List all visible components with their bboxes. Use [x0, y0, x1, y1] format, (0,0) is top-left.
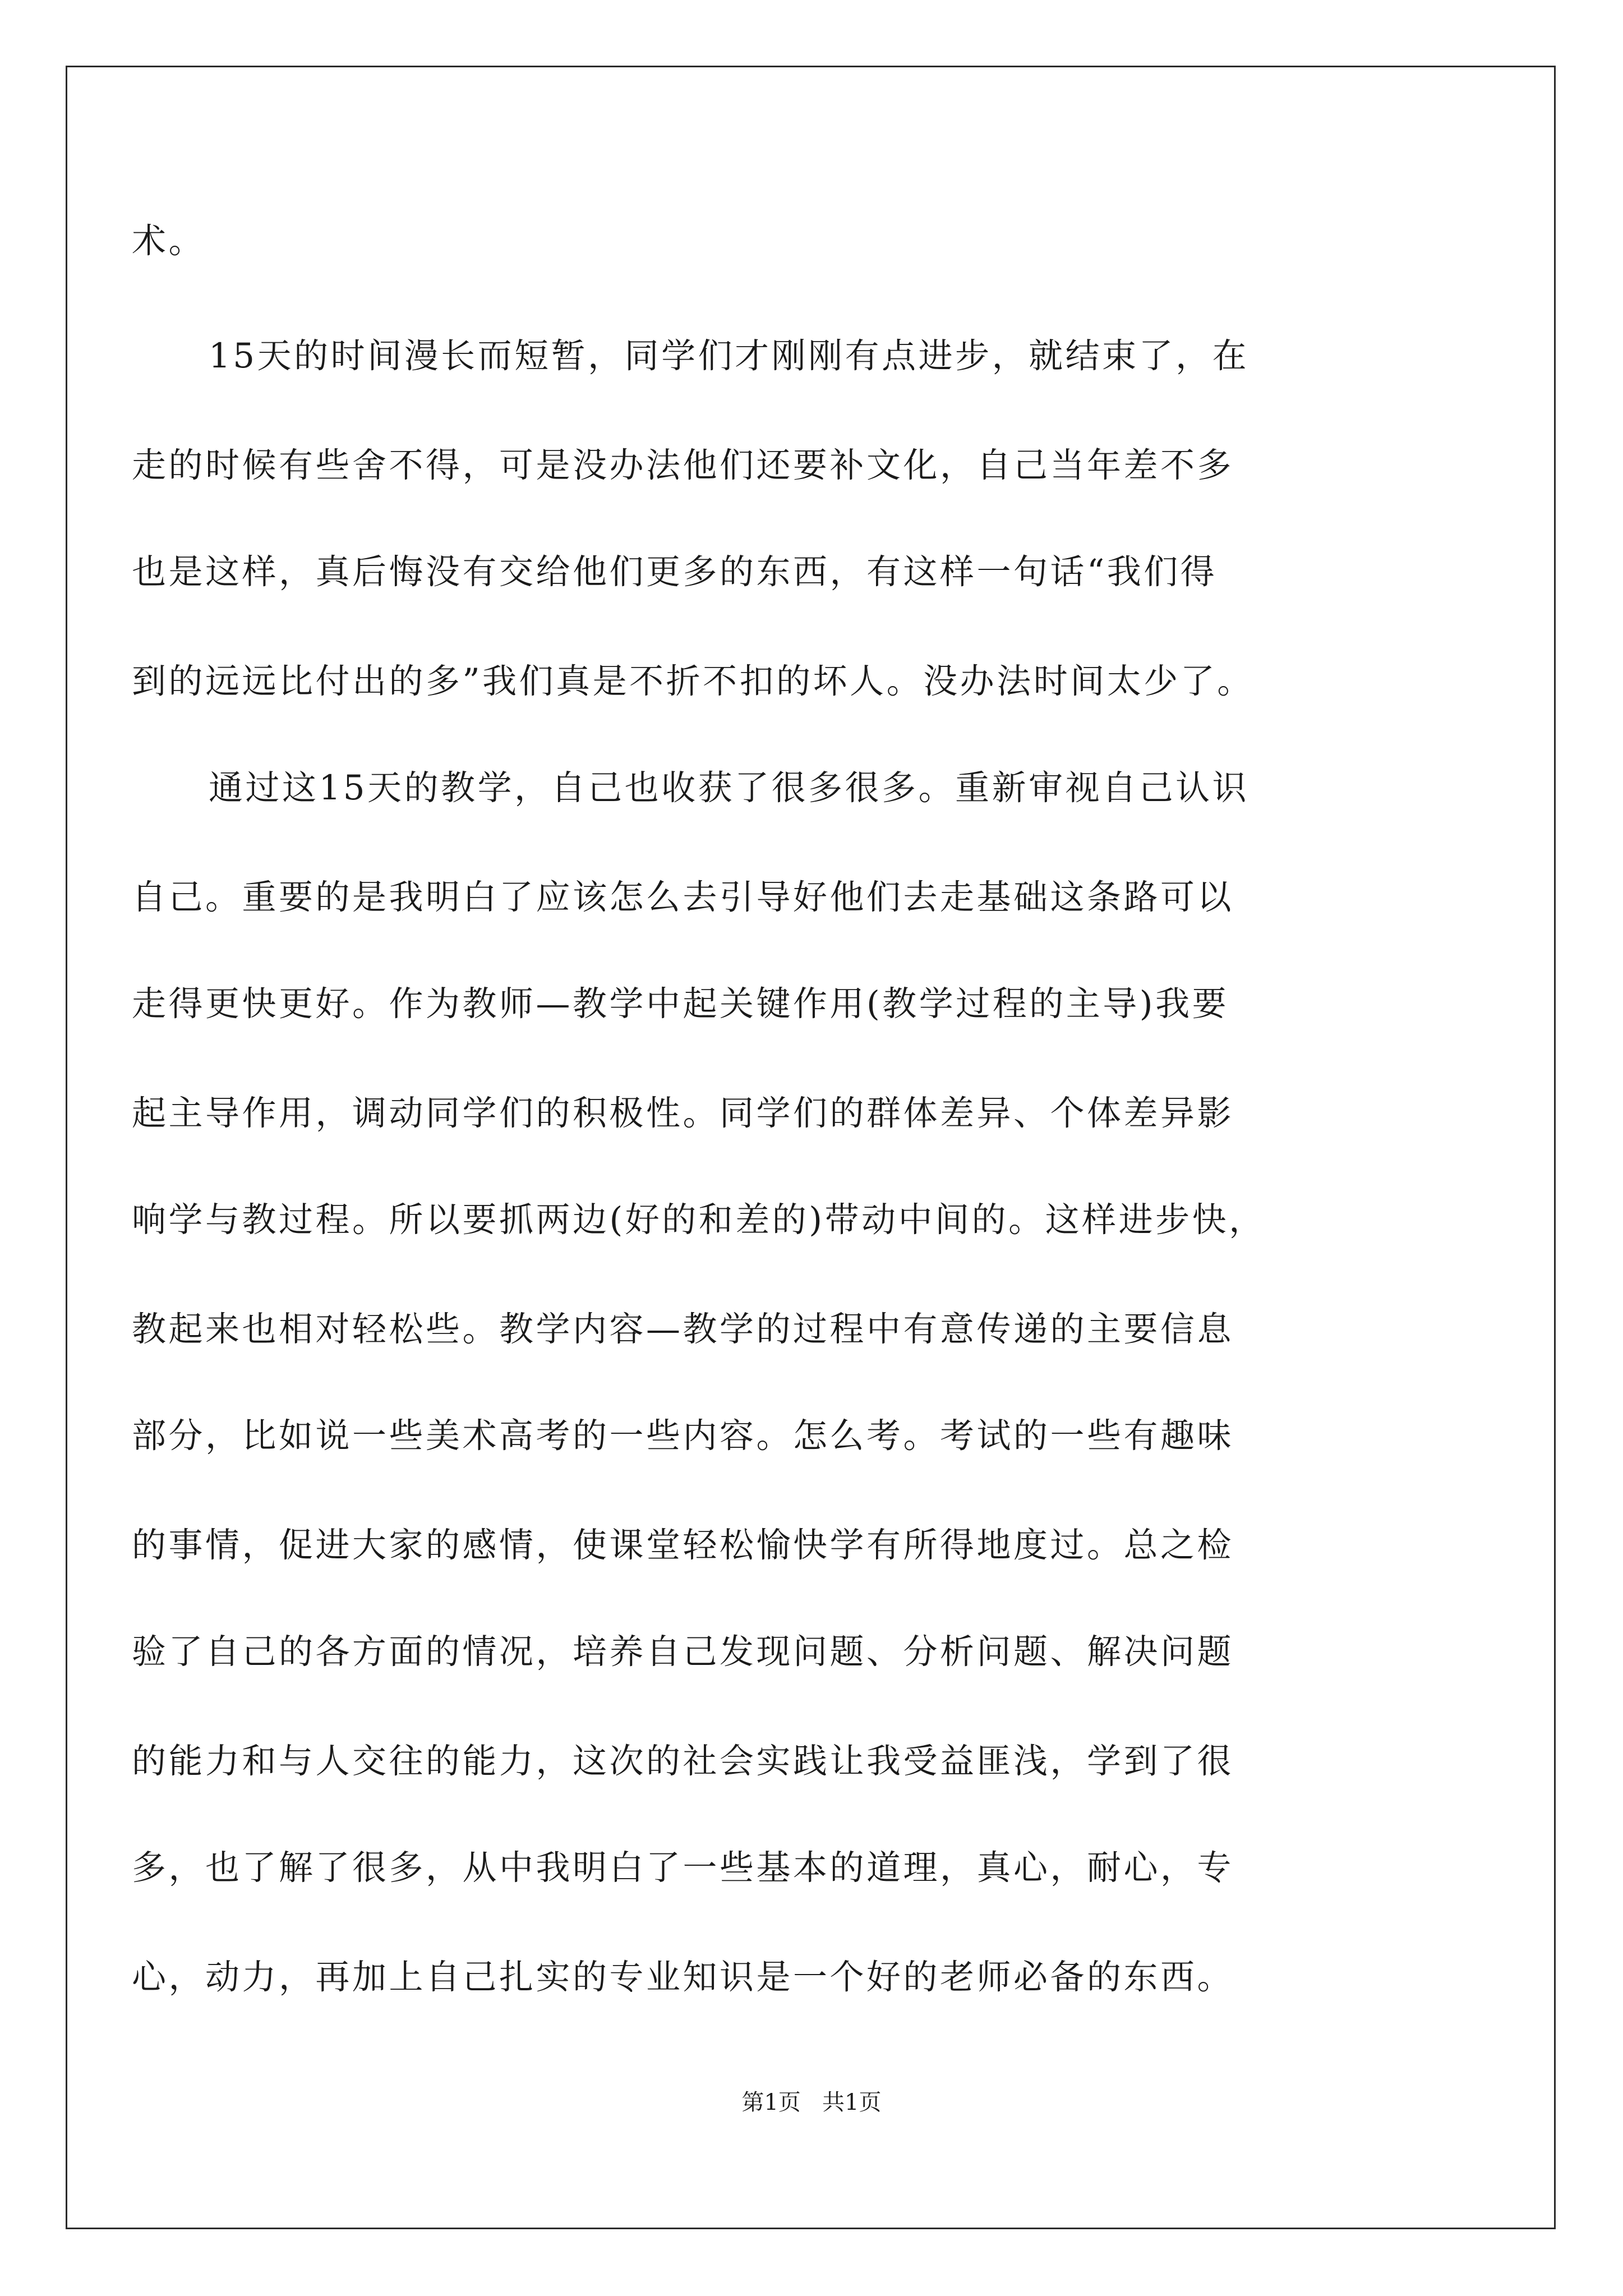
text-line: 自己。重要的是我明白了应该怎么去引导好他们去走基础这条路可以: [132, 877, 1234, 917]
text-line: 走得更快更好。作为教师—教学中起关键作用(教学过程的主导)我要: [132, 984, 1229, 1024]
text-line: 心，动力，再加上自己扎实的专业知识是一个好的老师必备的东西。: [132, 1957, 1234, 1997]
text-line: 起主导作用，调动同学们的积极性。同学们的群体差异、个体差异影: [132, 1093, 1234, 1133]
text-line: 多，也了解了很多，从中我明白了一些基本的道理，真心，耐心，专: [132, 1848, 1234, 1888]
text-line: 走的时候有些舍不得，可是没办法他们还要补文化，自己当年差不多: [132, 445, 1234, 485]
text-line: 也是这样，真后悔没有交给他们更多的东西，有这样一句话“我们得: [132, 552, 1218, 592]
text-line: 响学与教过程。所以要抓两边(好的和差的)带动中间的。这样进步快，: [132, 1200, 1266, 1240]
text-line: 验了自己的各方面的情况，培养自己发现问题、分析问题、解决问题: [132, 1632, 1234, 1672]
page-border: [66, 66, 1556, 2229]
page-number-footer: 第1页 共1页: [741, 2090, 882, 2115]
text-line: 到的远远比付出的多”我们真是不折不扣的坏人。没办法时间太少了。: [132, 661, 1254, 701]
text-line: 教起来也相对轻松些。教学内容—教学的过程中有意传递的主要信息: [132, 1309, 1234, 1349]
text-line: 部分，比如说一些美术高考的一些内容。怎么考。考试的一些有趣味: [132, 1416, 1234, 1456]
text-line: 的事情，促进大家的感情，使课堂轻松愉快学有所得地度过。总之检: [132, 1525, 1234, 1565]
text-line: 15天的时间漫长而短暂，同学们才刚刚有点进步，就结束了，在: [209, 336, 1249, 376]
text-line: 的能力和与人交往的能力，这次的社会实践让我受益匪浅，学到了很: [132, 1741, 1234, 1781]
text-line: 通过这15天的教学，自己也收获了很多很多。重新审视自己认识: [209, 768, 1249, 808]
text-line: 术。: [132, 221, 206, 261]
